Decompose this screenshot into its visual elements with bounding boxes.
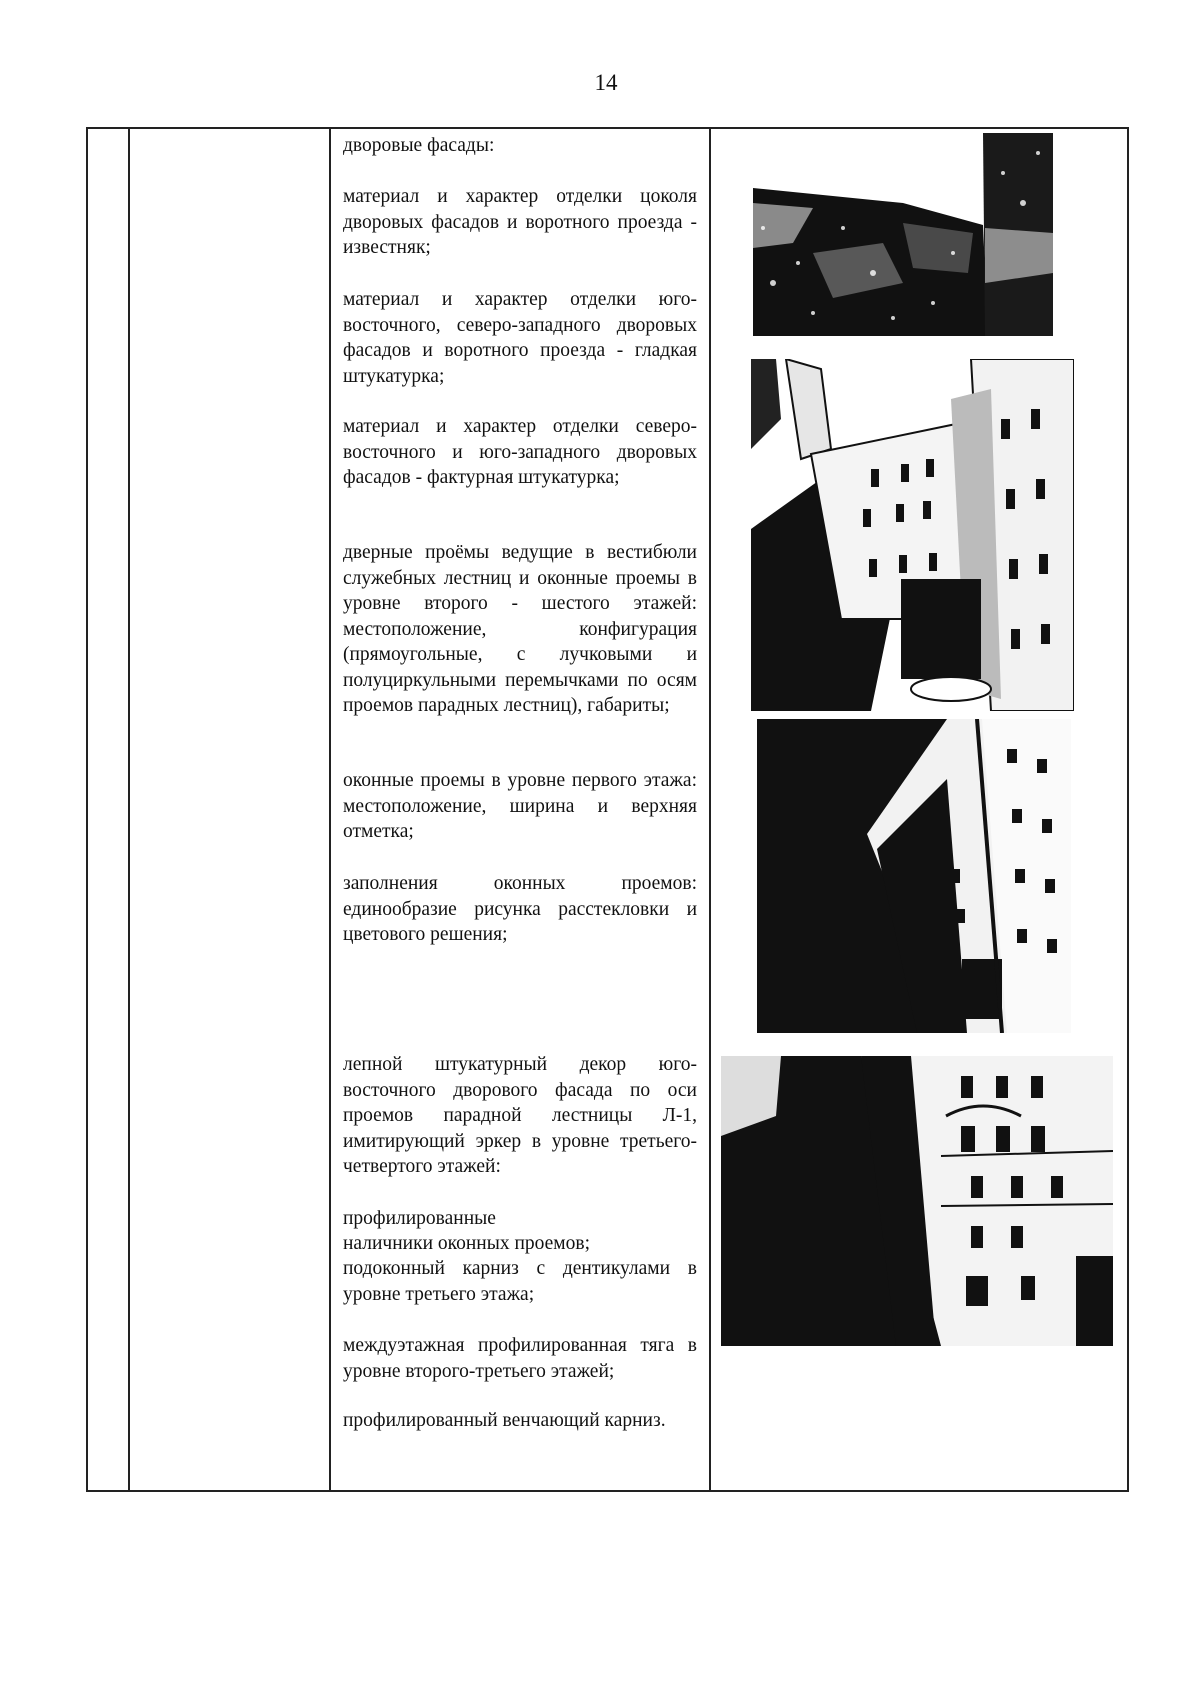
paragraph-interfloor-band: междуэтажная профилированная тяга в уровне второго-третьего этажей; bbox=[343, 1335, 697, 1382]
description-cell bbox=[330, 128, 710, 1491]
paragraph-courtyard-facades: дворовые фасады: bbox=[343, 135, 495, 156]
object-protection-table bbox=[86, 127, 1129, 1492]
photos-cell bbox=[710, 128, 1128, 1491]
paragraph-sill-cornice: подоконный карниз с дентикулами в уровне третьего этажа; bbox=[343, 1258, 697, 1305]
paragraph-window-trims: наличники оконных проемов; bbox=[343, 1233, 591, 1254]
paragraph-crowning-cornice: профилированный венчающий карниз. bbox=[343, 1410, 666, 1431]
category-cell bbox=[129, 128, 330, 1491]
number-cell bbox=[87, 128, 129, 1491]
paragraph-smooth-plaster: материал и характер отделки юго-восточного, северо-западного дворовых фасадов и воротного проезда - гладкая штукатурка; bbox=[343, 289, 697, 387]
paragraph-plinth-material: материал и характер отделки цоколя дворовых фасадов и воротного проезда - известняк; bbox=[343, 186, 697, 258]
photo-plinth bbox=[753, 133, 1080, 336]
paragraph-ground-floor-windows: оконные проемы в уровне первого этажа: местоположение, ширина и верхняя отметка; bbox=[343, 770, 697, 842]
paragraph-textured-plaster: материал и характер отделки северо-восточного и юго-западного дворовых фасадов - фактурная штукатурка; bbox=[343, 416, 697, 488]
photo-stucco-facade bbox=[721, 1056, 1113, 1346]
table-row bbox=[87, 128, 1128, 1491]
paragraph-profiled: профилированные bbox=[343, 1208, 496, 1229]
paragraph-window-fillings: заполнения оконных проемов: единообразие рисунка расстекловки и цветового решения; bbox=[343, 873, 697, 945]
paragraph-stucco-decor: лепной штукатурный декор юго-восточного дворового фасада по оси проемов парадной лестницы Л-1, имитирующий эркер в уровне третьего-четвертого этажей: bbox=[343, 1054, 697, 1177]
photo-courtyard-1 bbox=[751, 359, 1074, 711]
page-number: 14 bbox=[594, 70, 618, 95]
photo-courtyard-2 bbox=[757, 719, 1071, 1033]
paragraph-door-window-openings: дверные проёмы ведущие в вестибюли служебных лестниц и оконные проемы в уровне второго - шестого этажей: местоположение, конфигурация (прямоугольные, с лучковыми и полуциркульными перемычками по осям проемов парадных лестниц), габариты; bbox=[343, 542, 697, 716]
